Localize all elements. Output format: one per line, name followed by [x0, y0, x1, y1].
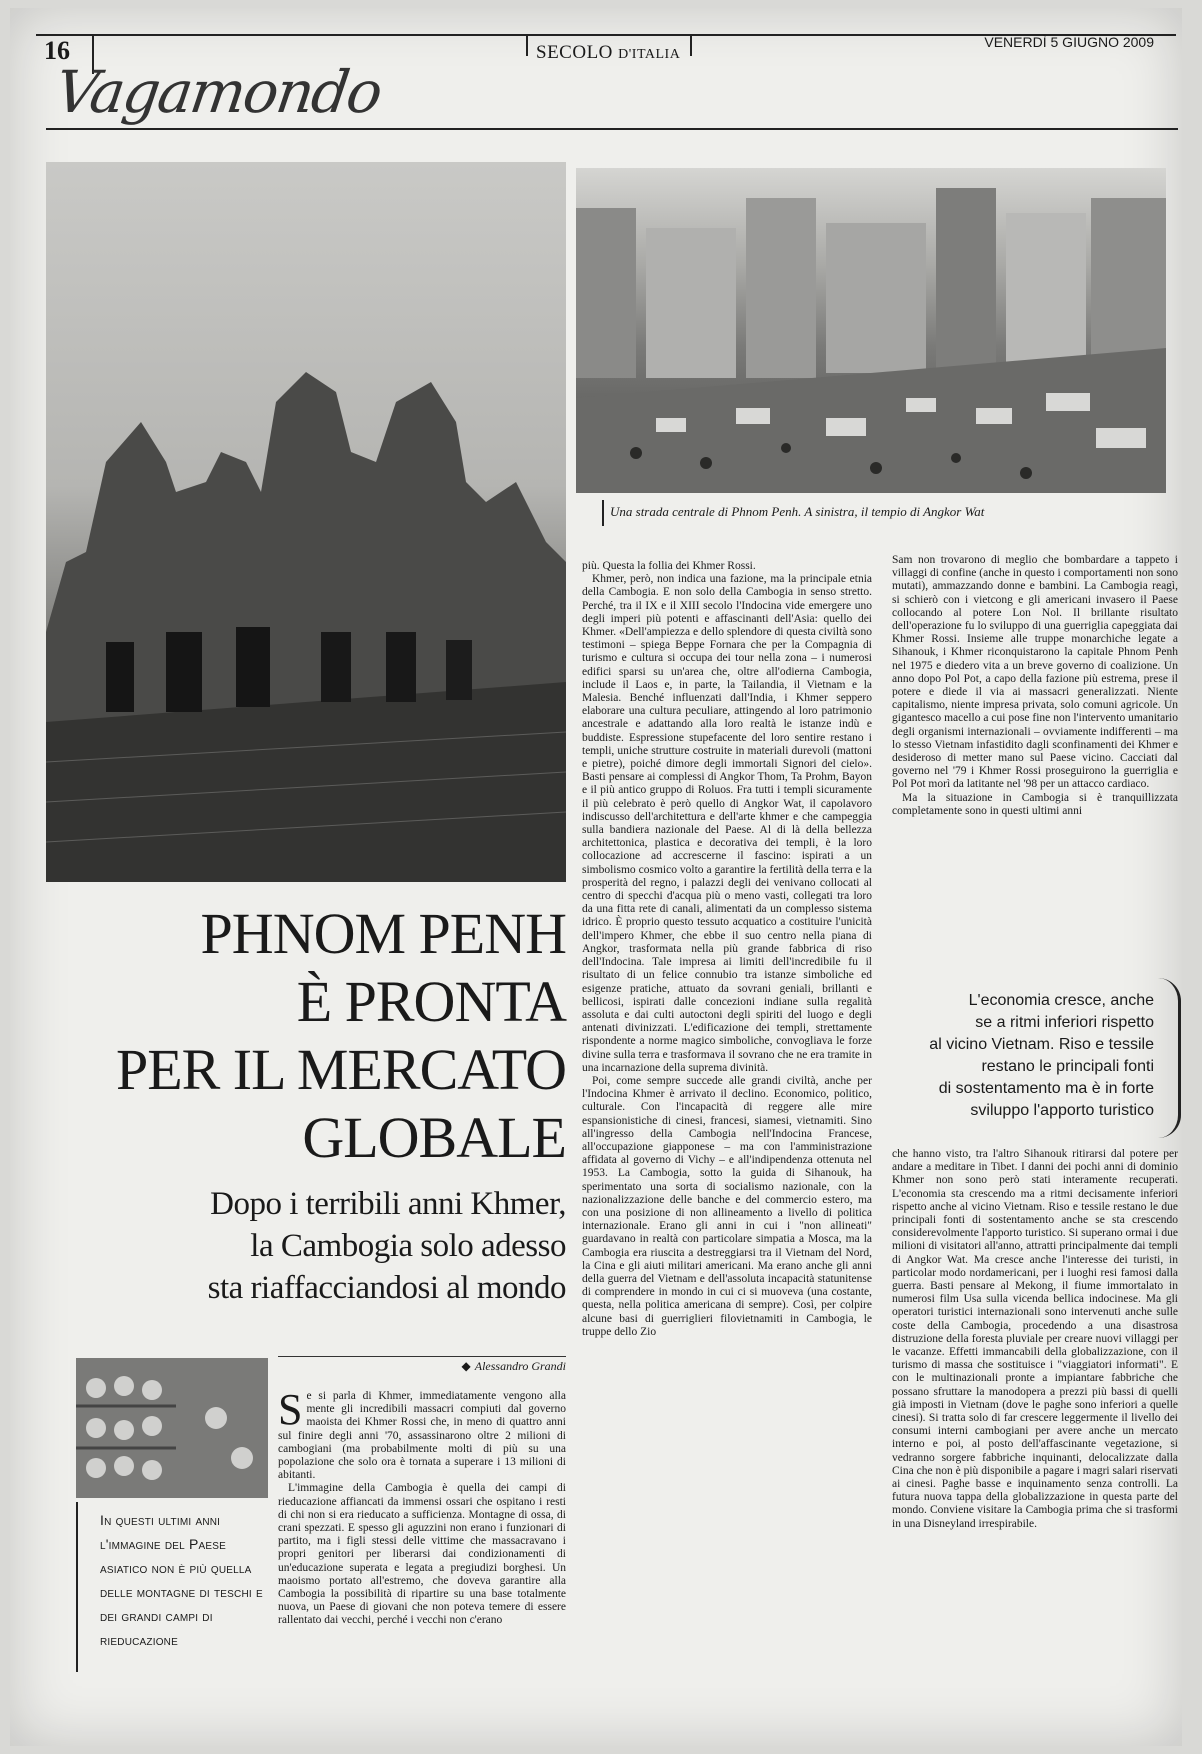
subhead-line-1: Dopo i terribili anni Khmer, — [210, 1186, 566, 1222]
article-paragraph: che hanno visto, tra l'altro Sihanouk ritirarsi dal potere per andare a meditare in Tibet. I danni dei pochi anni di dominio Khmer non sono però stati interamente recuperati. L'economia sta crescendo ma a ritmi decisamente inferiori rispetto anche al vicino Vietnam. Riso e tessile restano le due principali fonti di sostentamento anche se sta crescendo considerevolmente l'apporto turistico. Si superano ormai i due milioni di visitatori all'anno, attratti principalmente dai templi di Angkor Wat. Ma cresce anche l'interesse dei turisti, in particolar modo nordamericani, per i luoghi resi famosi dalla guerra. Basti pensare al Mekong, il fiume immortalato in numerosi film Usa sulla vicenda bellica indocinese. Ma gli operatori turistici internazionali sono intervenuti anche sulle coste della Cambogia, procedendo a una disastrosa distruzione della foresta pluviale per creare nuovi villaggi per le vacanze. Effetti immancabili della globalizzazione, con il turismo di massa che sostituisce i "viaggiatori informati". E con le multinazionali pronte a impiantare fabbriche che possano sfruttare la manodopera a prezzi più bassi di quelli già imposti in Vietnam (dove le paghe sono inferiori a quelle cinesi). Si tratta solo di far crescere leggermente il livello dei consumi interni cambogiani per avere anche un mercato interno e poi, al posto dell'affascinante vegetazione, si vedranno sorgere fabbriche inquinanti, delocalizzate dalla Cina che non è più disponibile a pagare i magri salari riservati ai cinesi. Paghe basse e inquinamento senza controlli. La futura nuova tappa della globalizzazione in questa parte del mondo. Conviene visitare la Cambogia prima che si trasformi in una Disneyland irrespirabile. — [892, 1148, 1178, 1530]
masthead-divider-right — [690, 34, 692, 56]
article-paragraph: più. Questa la follia dei Khmer Rossi. — [582, 560, 756, 572]
author-name: Alessandro Grandi — [474, 1359, 566, 1373]
headline-line-2: È PRONTA — [296, 969, 566, 1034]
newspaper-name — [536, 42, 680, 64]
article-paragraph: Khmer, però, non indica una fazione, ma la principale etnia della Cambogia. E non solo della Cambogia in senso stretto. Perché, tra il IX e il XIII secolo l'Indocina vide emergere uno degli imperi più potenti e affascinanti dell'Asia: quello dei Khmer. «Dell'ampiezza e dello splendore di questa civiltà sono testimoni – spiega Beppe Fornara che per la Compagnia di turismo e cultura si occupa dei tour nella zona – i numerosi edifici sparsi su un'area che, oltre all'odierna Cambogia, include il Laos e, in parte, la Tailandia, il Vietnam e la Malesia. Benché influenzati dall'India, i Khmer seppero elaborare una cultura peculiare, attingendo al loro patrimonio ancestrale e adattando alla loro realtà le istanze indù e buddiste. Espressione stupefacente del loro sentire restano i templi, uniche strutture costruite in materiali durevoli (mattoni e pietre), poiché dimore degli immortali Signori del cielo». Basti pensare ai complessi di Angkor Thom, Ta Prohm, Bayon e il più antico gruppo di Roluos. Fra tutti i templi sicuramente il più celebrato è però quello di Angkor Wat, il capolavoro indiscusso dell'architettura e dell'arte khmer e che campeggia sulla bandiera nazionale del Paese. Al di là della bellezza architettonica, plastica e decorativa dei templi, è la loro collocazione ad accrescerne il fascino: ispirati a un simbolismo cosmico volto a garantire la fertilità della terra e la prosperità del regno, i palazzi degli dei venivano collocati al centro di specchi d'acqua più o meno vasti, collegati tra loro da una fitta rete di canali, alimentati da un complesso sistema idrico. È proprio questo tessuto acquatico a costituire l'unicità dell'impero Khmer, che ebbe il suo centro nella piana di Angkor, trasformata nella più grande fabbrica di riso dell'Indocina. Tale impresa ai limiti dell'incredibile fu il risultato di un felice connubio tra istanze simboliche ed esigenze pratiche, attuato da sovrani geniali, brillanti e bellicosi, ispirati dalle concezioni indiane sulla regalità assoluta e dai culti autoctoni degli spiriti del luogo e degli antenati divinizzati. L'edificazione dei templi, strettamente rispondente a norme magico simboliche, convogliava le forze divine sulla terra e trasformava il sovrano che ne era tramite in una incarnazione della suprema divinità. — [582, 573, 872, 1074]
pull-quote-line: se a ritmi inferiori rispetto — [975, 1014, 1154, 1031]
paragraph-text: e si parla di Khmer, immediatamente vengono alla mente gli incredibili massacri compiuti dal governo maoista dei Khmer Rossi che, in meno di quattro anni sul finire degli anni '70, assassinarono oltre 2 milioni di cambogiani (ma probabilmente molti di più su una popolazione che solo ora è tornata a superare i 13 milioni di abitanti. — [278, 1390, 566, 1482]
article-paragraph — [278, 1390, 566, 1482]
section-rule — [46, 128, 1178, 130]
pull-quote — [874, 990, 1154, 1122]
article-column-1 — [278, 1390, 566, 1736]
article-column-2 — [582, 560, 872, 1738]
subhead-line-3: sta riaffacciandosi al mondo — [207, 1270, 566, 1306]
masthead-divider-left — [526, 34, 528, 56]
subheadline — [70, 1183, 566, 1309]
pull-quote-line: restano le principali fonti — [981, 1058, 1154, 1075]
angkor-wat-photo — [46, 162, 566, 882]
diamond-icon: ◆ — [461, 1359, 471, 1373]
pull-quote-line: sviluppo l'apporto turistico — [970, 1102, 1154, 1119]
subhead-line-2: la Cambogia solo adesso — [250, 1228, 566, 1264]
headline — [50, 900, 566, 1172]
drop-cap: S — [278, 1390, 303, 1434]
temple-illustration — [46, 162, 566, 882]
newspaper-title-suffix: D'ITALIA — [618, 47, 681, 62]
pull-quote-line: al vicino Vietnam. Riso e tessile — [929, 1036, 1154, 1053]
street-illustration — [576, 168, 1166, 493]
photo-quote: In questi ultimi anni l'immagine del Paese asiatico non è più quella delle montagne di teschi e dei grandi campi di rieducazione — [76, 1502, 268, 1672]
issue-date: VENERDÌ 5 GIUGNO 2009 — [984, 34, 1154, 50]
headline-line-4: GLOBALE — [302, 1105, 566, 1170]
pull-quote-line: L'economia cresce, anche — [968, 992, 1154, 1009]
page-number: 16 — [44, 36, 70, 65]
article-paragraph: Poi, come sempre succede alle grandi civiltà, anche per l'Indocina Khmer è arrivato il declino. Economico, politico, culturale. Con l'incapacità di reggere alle mire espansionistiche di cinesi, francesi, siamesi, vietnamiti. Sino all'ingresso della Cambogia nell'Indocina Francese, all'occupazione giapponese – ma con l'amministrazione affidata al governo di Vichy – e all'indipendenza ottenuta nel 1953. La Cambogia, sotto la guida di Sihanouk, ha sperimentato una sorta di socialismo nazionale, con la nazionalizzazione delle banche e del commercio estero, ma con una posizione di non allineamento a livello di politica internazionale. Erano gli anni in cui i "non allineati" guardavano in realtà con particolare simpatia a Mosca, ma la Cambogia era riuscita a destreggiarsi tra il Vietnam del Nord, la Cina e gli aiuti militari americani. Ma erano anche gli anni della guerra del Vietnam e dell'assoluta incapacità statunitense di comprendere in mondo in cui ci si muoveva (una costante, questa, nella politica americana di sempre). Così, per colpire alcune basi di guerriglieri filovietnamiti in Cambogia, le truppe dello Zio — [582, 1074, 872, 1338]
phnom-penh-street-photo — [576, 168, 1166, 493]
section-title: Vagamondo — [51, 58, 385, 126]
headline-line-3: PER IL MERCATO — [115, 1037, 566, 1102]
newspaper-title: SECOLO — [536, 42, 613, 63]
pull-quote-bracket — [1158, 978, 1181, 1138]
street-photo-caption: Una strada centrale di Phnom Penh. A sinistra, il tempio di Angkor Wat — [610, 504, 985, 519]
article-paragraph: L'immagine della Cambogia è quella dei campi di rieducazione affiancati da immensi ossari che ospitano i resti di chi non si era rieducato a sufficienza. Montagne di ossa, di crani spezzati. E spesso gli aguzzini non erano i funzionari di partito, ma i figli stessi delle vittime che massacravano i propri genitori per liberarsi dai condizionamenti di un'educazione superata e legata a pregiudizi borghesi. Un maoismo portato all'estremo, che doveva garantire alla Cambogia la possibilità di ripartire su una base totalmente nuova, un Paese di giovani che non poteva temere di essere rallentato dai vecchi, perché i vecchi non c'erano — [278, 1482, 566, 1627]
skulls-photo — [76, 1358, 268, 1498]
pull-quote-line: di sostentamento ma è in forte — [938, 1080, 1154, 1097]
byline — [278, 1356, 566, 1374]
article-paragraph: Ma la situazione in Cambogia si è tranquillizzata completamente sono in questi ultimi anni — [892, 791, 1178, 817]
article-paragraph: Sam non trovarono di meglio che bombardare a tappeto i villaggi di confine (anche in questo i comportamenti non sono mutati), ammazzando donne e bambini. La Cambogia reagì, si schierò con i vietcong e gli americani invasero il Paese collocando al potere Lon Nol. Il brillante risultato dell'operazione fu lo sviluppo di una guerriglia capeggiata dai Khmer Rossi. Insieme alle truppe monarchiche legate a Sihanouk, i Khmer riconquistarono la capitale Phnom Penh nel 1975 e diedero vita a un breve governo di coalizione. Un anno dopo Pol Pot, a capo della fazione più estrema, prese il potere e diede il via ai massacri generalizzati. Niente capitalismo, niente impresa privata, solo comuni agricole. Un gigantesco macello a cui pose fine non l'intervento umanitario degli organismi internazionali – ovviamente indifferenti – ma lo stesso Vietnam infastidito dagli sconfinamenti dei Khmer e desideroso di metter mano sul Paese vicino. Cacciati dal governo nel '79 i Khmer Rossi proseguirono la guerriglia e Pol Pot morì da latitante nel '98 per un attacco cardiaco. — [892, 554, 1178, 791]
caption-bar — [602, 500, 604, 526]
article-column-3-bottom — [892, 1148, 1178, 1738]
article-column-3-top — [892, 554, 1178, 956]
newspaper-page — [10, 8, 1182, 1746]
skulls-illustration — [76, 1358, 268, 1498]
headline-line-1: PHNOM PENH — [200, 901, 566, 966]
